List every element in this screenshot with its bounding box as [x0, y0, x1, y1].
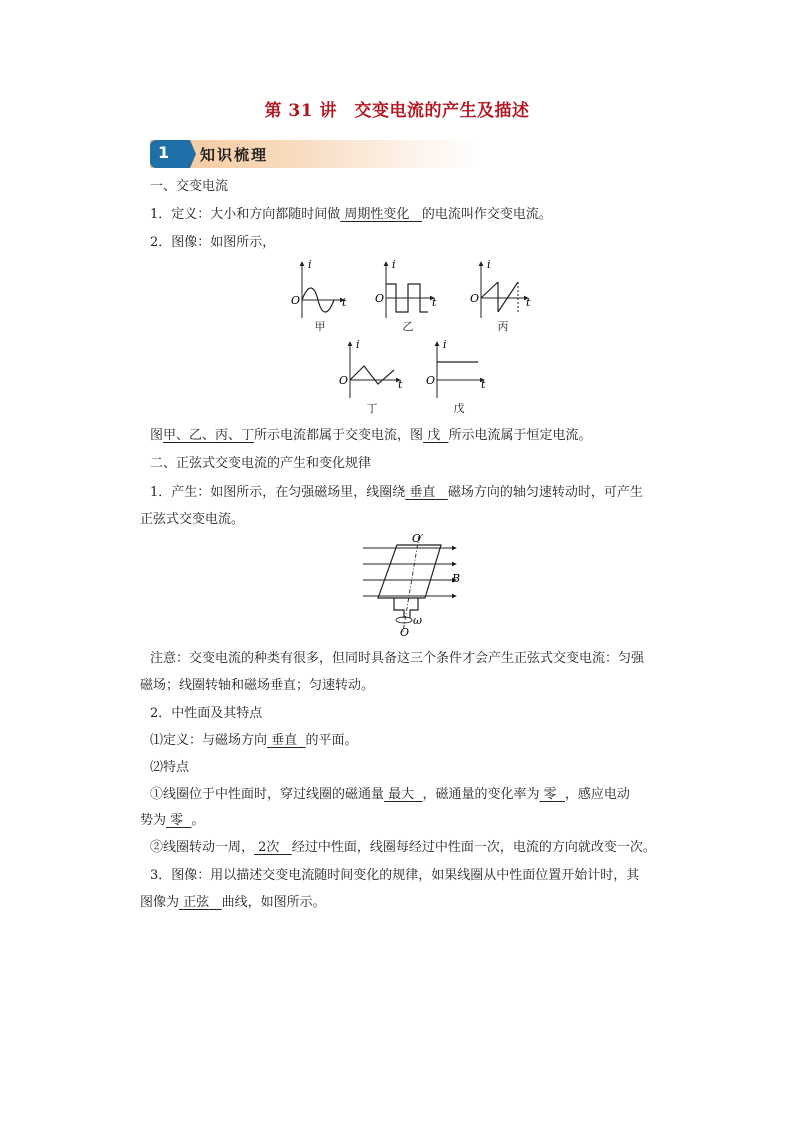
axis-label-i: i [308, 258, 312, 271]
sine-blank: 正弦 [183, 895, 210, 910]
image-section-line-2: 图像为 正弦 曲线，如图所示。 [140, 895, 326, 910]
feature-1-line-2: 势为 零 。 [140, 813, 205, 828]
page-title: 第 31 讲 交变电流的产生及描述 [264, 101, 530, 121]
definition-text: 1．定义：大小和方向都随时间做 [150, 207, 341, 222]
origin-label: O [470, 292, 480, 305]
axis-label-t: t [526, 296, 531, 309]
definition-blank: 周期性变化 [344, 207, 410, 222]
label-omega: ω [413, 614, 422, 627]
definition-text-end: 的电流叫作交变电流。 [421, 207, 552, 222]
origin-label: O [426, 374, 436, 387]
section-heading-1: 一、交变电流 [150, 179, 229, 194]
image-intro: 2．图像：如图所示， [150, 235, 276, 250]
banner-number: 1 [158, 143, 170, 162]
triangle-wave [350, 366, 394, 384]
section-heading-2: 二、正弦式交变电流的产生和变化规律 [150, 456, 372, 471]
neutral-heading: 2．中性面及其特点 [150, 706, 263, 721]
summary-line: 图甲、乙、丙、丁所示电流都属于交变电流，图 戊 所示电流属于恒定电流。 [150, 428, 592, 443]
neutral-blank: 垂直 [271, 733, 298, 748]
label-o-prime: O′ [412, 532, 424, 545]
axis-label-i: i [392, 258, 396, 271]
origin-label: O [339, 374, 349, 387]
coil-figure [363, 532, 460, 639]
sawtooth-wave [481, 282, 518, 312]
graph-wu [426, 338, 486, 398]
image-section-line-1: 3．图像：用以描述交变电流随时间变化的规律，如果线圈从中性面位置开始计时，其 [150, 868, 640, 883]
graph-yi [375, 258, 437, 318]
features-heading: ⑵特点 [150, 760, 190, 775]
generation-line-2: 正弦式交变电流。 [140, 512, 245, 527]
axis-label-t: t [342, 296, 347, 309]
note-line-2: 磁场；线圈转轴和磁场垂直；匀速转动。 [140, 678, 375, 693]
summary-blank-1: 甲、乙、丙、丁 [163, 428, 255, 443]
caption-yi: 乙 [402, 320, 414, 333]
feature-blank-zero-1: 零 [543, 787, 557, 802]
graph-bing [470, 258, 531, 318]
label-b: B [452, 572, 461, 585]
graph-jia [291, 258, 347, 318]
axis-label-t: t [432, 296, 437, 309]
feature-blank-max: 最大 [388, 787, 415, 802]
caption-wu: 戊 [453, 402, 465, 415]
axis-label-t: t [481, 378, 486, 391]
banner-label: 知识梳理 [200, 146, 269, 164]
generation-line-1: 1．产生：如图所示，在匀强磁场里，线圈绕 垂直 磁场方向的轴匀速转动时，可产生 [150, 485, 643, 500]
origin-label: O [291, 294, 301, 307]
coil-loop [378, 545, 441, 598]
feature-blank-zero-2: 零 [170, 813, 184, 828]
origin-label: O [375, 292, 385, 305]
feature-1-line-1: ①线圈位于中性面时，穿过线圈的磁通量 最大 ，磁通量的变化率为 零 ，感应电动 [150, 787, 630, 802]
caption-jia: 甲 [314, 320, 326, 333]
generation-blank: 垂直 [409, 485, 436, 500]
caption-ding: 丁 [366, 402, 378, 415]
axis-label-i: i [487, 258, 491, 271]
axis-label-i: i [443, 338, 447, 351]
label-o: O [400, 626, 410, 639]
axis-label-i: i [356, 338, 360, 351]
axis-label-t: t [398, 378, 403, 391]
feature-blank-times: 2次 [258, 840, 280, 855]
summary-blank-2: 戊 [427, 428, 441, 443]
feature-2-line: ②线圈转动一周， 2次 经过中性面，线圈每经过中性面一次，电流的方向就改变一次。 [150, 840, 656, 855]
caption-bing: 丙 [497, 320, 509, 333]
neutral-definition: ⑴定义：与磁场方向 垂直 的平面。 [150, 733, 358, 748]
graph-ding [339, 338, 403, 398]
note-line-1: 注意：交变电流的种类有很多，但同时具备这三个条件才会产生正弦式交变电流：匀强 [150, 651, 645, 666]
